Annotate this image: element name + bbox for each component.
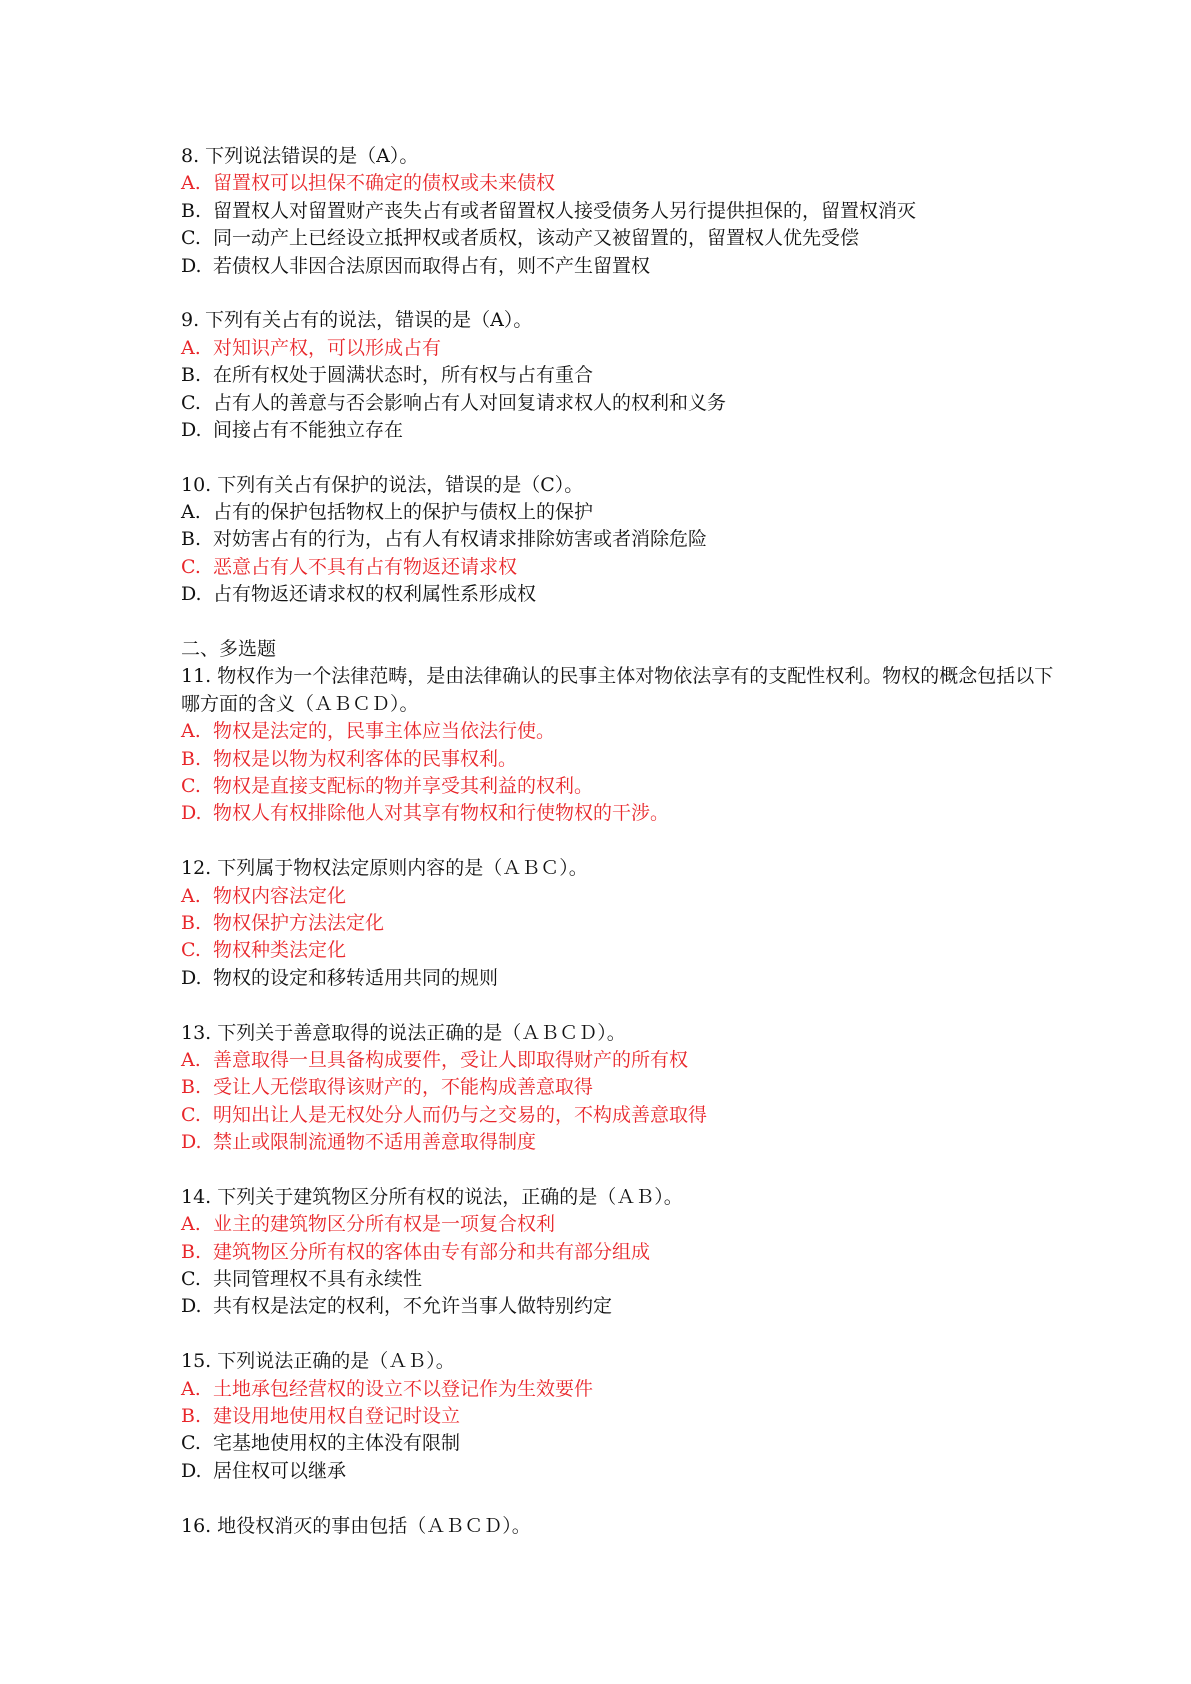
option-label: C. <box>181 391 201 414</box>
question-stem: 14. 下列关于建筑物区分所有权的说法，正确的是（ＡＢ）。 <box>181 1185 683 1208</box>
option-row <box>181 526 1061 553</box>
option-label: A. <box>181 501 201 524</box>
question-spacer <box>181 609 1061 636</box>
option-text: 同一动产上已经设立抵押权或者质权，该动产又被留置的，留置权人优先受偿 <box>213 227 860 250</box>
question-spacer <box>181 280 1061 307</box>
question-spacer <box>181 1321 1061 1348</box>
option-text: 物权种类法定化 <box>213 939 347 962</box>
option-label: B. <box>181 528 202 551</box>
option-label: B. <box>181 199 202 222</box>
option-row <box>181 1074 1061 1101</box>
option-label: D. <box>181 1459 202 1482</box>
option-label: D. <box>181 1295 202 1318</box>
question-stem: 12. 下列属于物权法定原则内容的是（ＡＢＣ）。 <box>181 857 588 880</box>
option-row <box>181 1293 1061 1320</box>
option-text: 禁止或限制流通物不适用善意取得制度 <box>213 1131 537 1154</box>
option-text: 建筑物区分所有权的客体由专有部分和共有部分组成 <box>213 1240 651 1263</box>
option-text: 业主的建筑物区分所有权是一项复合权利 <box>213 1213 556 1236</box>
option-label: C. <box>181 1432 201 1455</box>
option-row <box>181 581 1061 608</box>
option-label: D. <box>181 966 202 989</box>
option-row <box>181 253 1061 280</box>
option-text: 物权内容法定化 <box>213 884 347 907</box>
option-row <box>181 1211 1061 1238</box>
option-text: 物权人有权排除他人对其享有物权和行使物权的干涉。 <box>213 802 670 825</box>
option-row <box>181 1129 1061 1156</box>
option-text: 留置权人对留置财产丧失占有或者留置权人接受债务人另行提供担保的，留置权消灭 <box>213 199 917 222</box>
question-stem: 10. 下列有关占有保护的说法，错误的是（C）。 <box>181 473 584 496</box>
option-row <box>181 773 1061 800</box>
option-row <box>181 1266 1061 1293</box>
option-text: 物权是法定的，民事主体应当依法行使。 <box>213 720 556 743</box>
question-stem: 11. 物权作为一个法律范畴，是由法律确认的民事主体对物依法享有的支配性权利。物权的概念包括以下哪方面的含义（ＡＢＣＤ）。 <box>181 665 1054 715</box>
option-text: 占有的保护包括物权上的保护与债权上的保护 <box>213 501 594 524</box>
option-label: B. <box>181 364 202 387</box>
option-row <box>181 198 1061 225</box>
option-text: 物权是直接支配标的物并享受其利益的权利。 <box>213 775 594 798</box>
option-text: 善意取得一旦具备构成要件，受让人即取得财产的所有权 <box>213 1048 689 1071</box>
option-label: D. <box>181 583 202 606</box>
option-row <box>181 883 1061 910</box>
option-row <box>181 937 1061 964</box>
option-label: B. <box>181 911 202 934</box>
option-row <box>181 1102 1061 1129</box>
option-text: 留置权可以担保不确定的债权或未来债权 <box>213 172 556 195</box>
option-row <box>181 800 1061 827</box>
option-row <box>181 718 1061 745</box>
option-text: 若债权人非因合法原因而取得占有，则不产生留置权 <box>213 254 651 277</box>
option-label: C. <box>181 939 201 962</box>
section-heading: 二、多选题 <box>181 638 277 661</box>
option-label: C. <box>181 227 201 250</box>
option-label: D. <box>181 254 202 277</box>
option-text: 土地承包经营权的设立不以登记作为生效要件 <box>213 1377 594 1400</box>
option-label: C. <box>181 1268 201 1291</box>
option-label: A. <box>181 1213 201 1236</box>
option-text: 物权保护方法法定化 <box>213 911 385 934</box>
option-text: 共同管理权不具有永续性 <box>213 1268 423 1291</box>
option-label: D. <box>181 802 202 825</box>
option-text: 居住权可以继承 <box>213 1459 347 1482</box>
question-stem: 13. 下列关于善意取得的说法正确的是（ＡＢＣＤ）。 <box>181 1021 626 1044</box>
option-row <box>181 1376 1061 1403</box>
question-stem: 15. 下列说法正确的是（ＡＢ）。 <box>181 1350 455 1373</box>
option-row <box>181 1403 1061 1430</box>
option-row <box>181 910 1061 937</box>
question-spacer <box>181 992 1061 1019</box>
question-stem: 8. 下列说法错误的是（A）。 <box>181 145 419 167</box>
option-text: 物权是以物为权利客体的民事权利。 <box>213 747 518 770</box>
question-spacer <box>181 1485 1061 1512</box>
option-label: B. <box>181 1076 202 1099</box>
option-text: 对妨害占有的行为，占有人有权请求排除妨害或者消除危险 <box>213 528 708 551</box>
question-stem: 16. 地役权消灭的事由包括（ＡＢＣＤ）。 <box>181 1514 531 1537</box>
option-row <box>181 1430 1061 1457</box>
option-row <box>181 1047 1061 1074</box>
option-text: 对知识产权，可以形成占有 <box>213 336 442 359</box>
option-label: C. <box>181 555 201 578</box>
option-label: C. <box>181 1103 201 1126</box>
option-text: 物权的设定和移转适用共同的规则 <box>213 966 499 989</box>
option-row <box>181 965 1061 992</box>
option-text: 建设用地使用权自登记时设立 <box>213 1405 461 1427</box>
option-text: 受让人无偿取得该财产的，不能构成善意取得 <box>213 1076 594 1099</box>
option-row <box>181 390 1061 417</box>
option-label: C. <box>181 775 201 798</box>
option-row <box>181 1239 1061 1266</box>
option-row <box>181 362 1061 389</box>
option-text: 明知出让人是无权处分人而仍与之交易的，不构成善意取得 <box>213 1103 708 1126</box>
question-list <box>181 143 1061 1540</box>
option-text: 占有人的善意与否会影响占有人对回复请求权人的权利和义务 <box>213 391 727 414</box>
option-row <box>181 417 1061 444</box>
option-row <box>181 746 1061 773</box>
option-row <box>181 225 1061 252</box>
option-text: 共有权是法定的权利，不允许当事人做特别约定 <box>213 1295 613 1318</box>
option-label: A. <box>181 172 201 195</box>
option-text: 恶意占有人不具有占有物返还请求权 <box>213 555 518 578</box>
option-label: A. <box>181 720 201 743</box>
option-row <box>181 499 1061 526</box>
option-label: A. <box>181 336 201 359</box>
question-spacer <box>181 1156 1061 1183</box>
question-stem: 9. 下列有关占有的说法，错误的是（A）。 <box>181 309 533 332</box>
option-row <box>181 554 1061 581</box>
option-text: 占有物返还请求权的权利属性系形成权 <box>213 583 537 606</box>
option-text: 在所有权处于圆满状态时，所有权与占有重合 <box>213 364 594 387</box>
option-label: B. <box>181 1240 202 1263</box>
option-text: 宅基地使用权的主体没有限制 <box>213 1432 461 1455</box>
option-label: B. <box>181 1405 202 1427</box>
option-label: D. <box>181 418 202 441</box>
option-label: A. <box>181 1048 201 1071</box>
option-label: A. <box>181 884 201 907</box>
question-spacer <box>181 828 1061 855</box>
option-row <box>181 335 1061 362</box>
question-spacer <box>181 444 1061 471</box>
option-label: A. <box>181 1377 201 1400</box>
option-label: D. <box>181 1131 202 1154</box>
option-text: 间接占有不能独立存在 <box>213 418 404 441</box>
option-row <box>181 1458 1061 1485</box>
option-row <box>181 170 1061 197</box>
option-label: B. <box>181 747 202 770</box>
